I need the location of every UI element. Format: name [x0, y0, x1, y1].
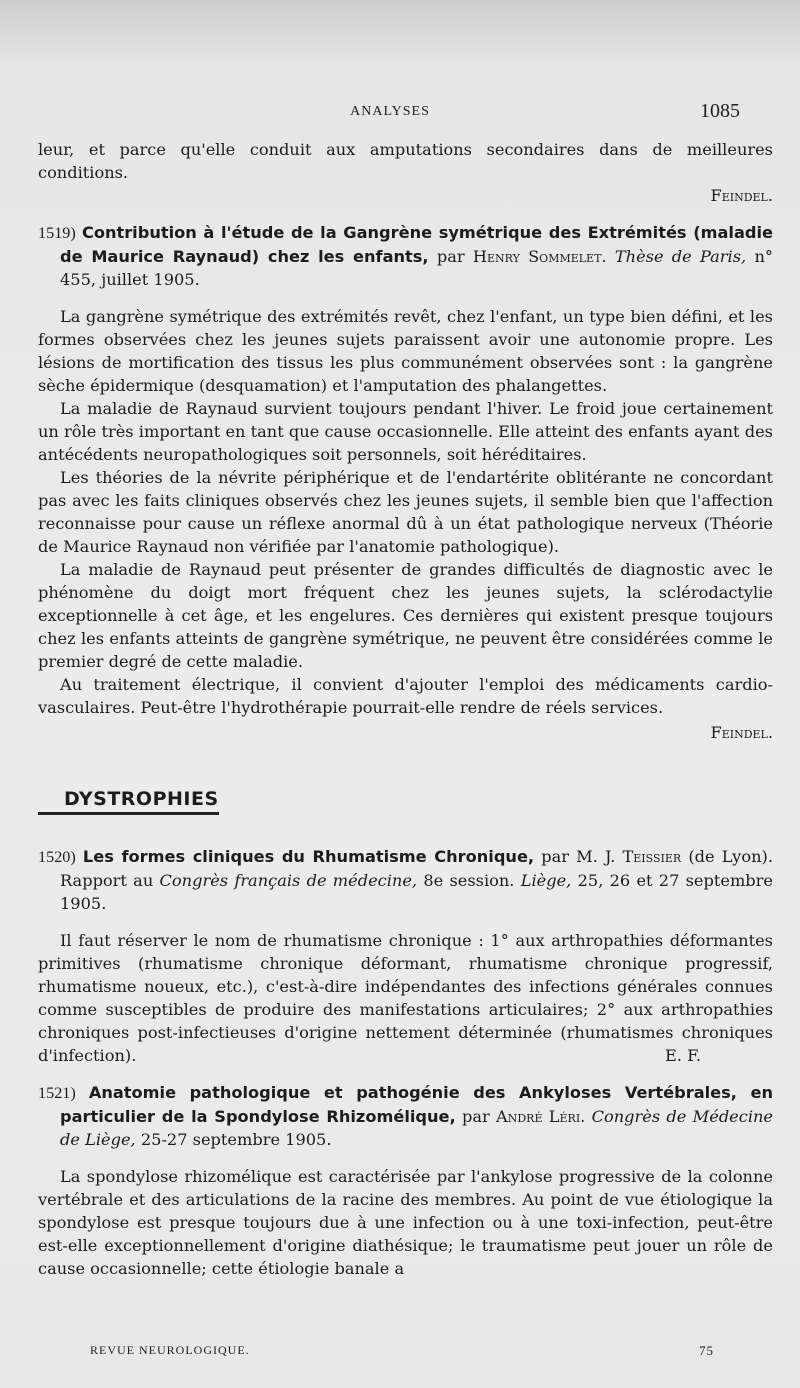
- entry-source: Congrès français de médecine,: [159, 871, 418, 890]
- abstract-entry: [38, 221, 773, 744]
- entry-body: [38, 1165, 773, 1280]
- body-text: [38, 138, 773, 1280]
- entry-by: par M.: [541, 847, 598, 866]
- entry-paragraph: Les théories de la névrite périphérique et de l'endartérite oblitérante ne concordant pas avec les faits cliniques observés chez les jeunes sujets, il semble bien que l'affection reconnaisse pour cause un réflexe anormal dû à un état pathologique nerveux (Théorie de Maurice Raynaud non vérifiée par l'anatomie pathologique).: [38, 468, 773, 556]
- entry-details: n° 455, juillet 1905.: [60, 247, 773, 289]
- entry-body: [38, 929, 773, 1067]
- entry-source-city: Liège,: [520, 871, 572, 890]
- page-header: [40, 100, 740, 130]
- entry-number: 1521): [38, 1084, 76, 1102]
- signature: Feindel.: [710, 723, 773, 742]
- entry-author: Henry Sommelet.: [472, 247, 607, 266]
- entry-pre-source: Rapport au: [60, 871, 154, 890]
- entry-number: 1519): [38, 224, 76, 242]
- entry-title: Les formes cliniques du Rhumatisme Chronique,: [82, 847, 535, 866]
- section-title: [38, 788, 773, 815]
- entry-paragraph-text: Il faut réserver le nom de rhumatisme chronique : 1° aux arthropathies déformantes primitives (rhumatisme chronique déformant, rhumatisme chronique progressif, rhumatisme noueux, etc.), c'est-à-dire indépendantes des infections générales connues comme susceptibles de produire des manifestations articulaires; 2° aux arthropathies chroniques post-infectieuses d'origine nettement déterminée (rhumatismes chroniques d'infection).: [38, 931, 773, 1065]
- abstract-entry: [38, 1081, 773, 1280]
- continuation-paragraph: leur, et parce qu'elle conduit aux amputations secondaires dans de meilleures conditions.: [38, 140, 773, 182]
- entry-details: 8e session.: [423, 871, 515, 890]
- abstract-entry: [38, 845, 773, 1067]
- entry-paragraph: Au traitement électrique, il convient d'ajouter l'emploi des médicaments cardio-vasculaires. Peut-être l'hydrothérapie pourrait-elle rendre de réels services.: [38, 675, 773, 717]
- entry-paragraph: La gangrène symétrique des extrémités revêt, chez l'enfant, un type bien défini, et les formes observées chez les jeunes sujets paraissent avoir une autonomie propre. Les lésions de mortification des tissus les plus communément observées sont : la gangrène sèche épidermique (desquamation) et l'amputation des phalangettes.: [38, 307, 773, 395]
- entry-paragraph: La maladie de Raynaud peut présenter de grandes difficultés de diagnostic avec le phénomène du doigt mort fréquent chez les jeunes sujets, la sclérodactylie exceptionnelle à cet âge, et les engelures. Ces dernières qui existent presque toujours chez les enfants atteints de gangrène symétrique, ne peuvent être considérées comme le premier degré de cette maladie.: [38, 560, 773, 671]
- entry-author: J. Teissier: [604, 847, 682, 866]
- page-footer: [90, 1343, 714, 1365]
- entry-paragraph: La spondylose rhizomélique est caractérisée par l'ankylose progressive de la colonne vertébrale et des articulations de la racine des membres. Au point de vue étiologique la spondylose est presque toujours due à une infection ou à une toxi-infection, peut-être est-elle exceptionnellement d'origine diathésique; le traumatisme peut jouer un rôle de cause occasionnelle; cette étiologie banale a: [38, 1167, 773, 1278]
- entry-title: Contribution à l'étude de la Gangrène symétrique des Extrémités (maladie de Maurice Raynaud) chez les enfants,: [60, 223, 773, 266]
- running-title: ANALYSES: [350, 104, 430, 119]
- footer-journal: REVUE NEUROLOGIQUE.: [90, 1343, 250, 1357]
- entry-source: Congrès de Médecine de Liège,: [60, 1107, 774, 1149]
- entry-author: André Léri.: [496, 1107, 586, 1126]
- signature: E. F.: [665, 1046, 701, 1065]
- signature: Feindel.: [710, 186, 773, 205]
- page-number: 1085: [700, 100, 740, 122]
- entry-number: 1520): [38, 848, 76, 866]
- entry-heading: [38, 845, 773, 915]
- entry-body: [38, 305, 773, 744]
- entry-heading: [38, 221, 773, 291]
- entry-source: Thèse de Paris,: [614, 247, 747, 266]
- entry-by: par: [461, 1107, 490, 1126]
- entry-paragraph: La maladie de Raynaud survient toujours pendant l'hiver. Le froid joue certainement un rôle très important en tant que cause occasionnelle. Elle atteint des enfants ayant des antécédents neuropathologiques soit personnels, soit héréditaires.: [38, 399, 773, 464]
- entry-author-place: (de Lyon).: [688, 847, 773, 866]
- section-title-text: DYSTROPHIES: [38, 788, 219, 815]
- entry-title: Anatomie pathologique et pathogénie des Ankyloses Vertébrales, en particulier de la Spondylose Rhizomélique,: [60, 1083, 773, 1126]
- footer-sheet-number: 75: [699, 1343, 714, 1358]
- entry-paragraph: [38, 929, 773, 1067]
- entry-details: 25-27 septembre 1905.: [140, 1130, 332, 1149]
- entry-heading: [38, 1081, 773, 1151]
- entry-by: par: [436, 247, 465, 266]
- entry-dates: 25, 26 et 27 septembre 1905.: [60, 871, 773, 913]
